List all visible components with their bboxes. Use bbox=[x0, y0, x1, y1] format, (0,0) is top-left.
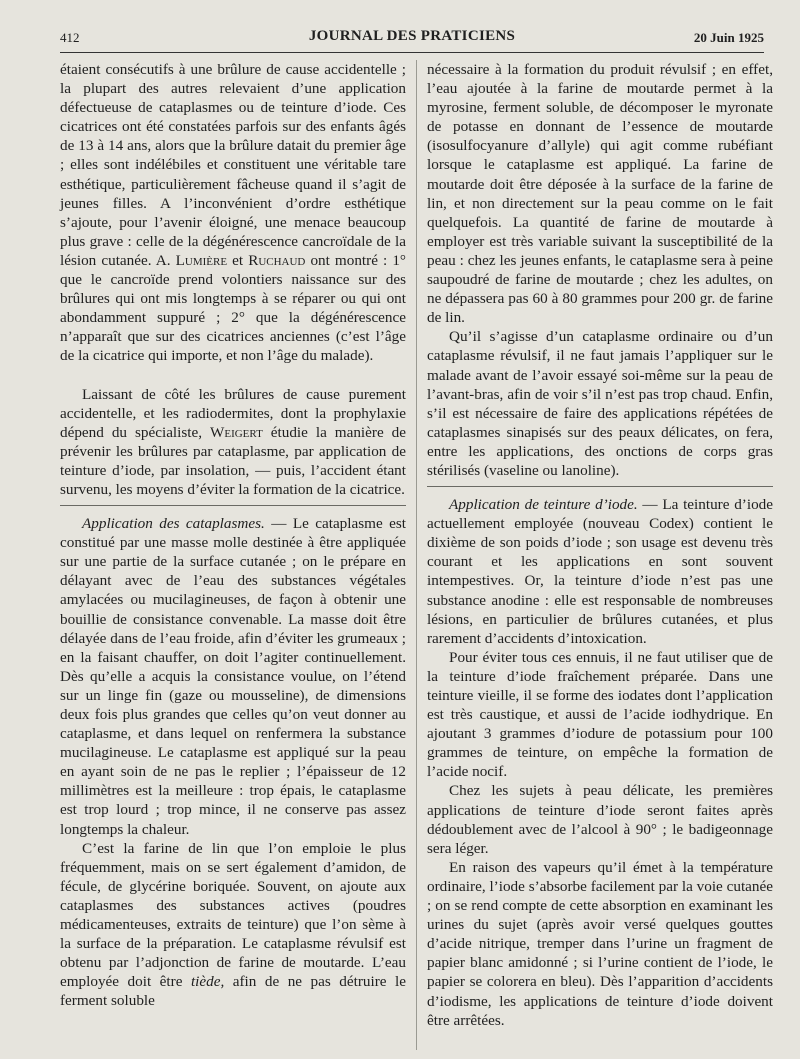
author-name: Weigert bbox=[210, 423, 263, 441]
left-column bbox=[60, 60, 406, 1011]
right-column bbox=[427, 60, 773, 1030]
paragraph: Laissant de côté les brûlures de cause purement accidentelle, et les radiodermites, dont la prophylaxie dépend du spécialiste, Weigert étudie la manière de prévenir les brûlures par cataplasme, par application de teinture d’iode, par insolation, — puis, l’accident étant survenu, les moyens d’éviter la formation de la cicatrice. bbox=[60, 385, 406, 498]
paragraph: nécessaire à la formation du produit révulsif ; en effet, l’eau ajoutée à la farine de moutarde permet à la myrosine, ferment soluble, de décomposer le myronate de potasse en donnant de l’essence de moutarde (isosulfocyanure d’allyle) qui agit comme rubéfiant lorsque le cataplasme est appliqué. La farine de moutarde doit être déposée à la surface de la farine de lin, et non directement sur la peau comme on le fait quelquefois. La quantité de farine de moutarde à employer est très variable suivant la susceptibilité de la peau : chez les jeunes enfants, le cataplasme sera à peine saupoudré de farine de moutarde ; chez les adultes, on ne dépassera pas 60 à 80 grammes pour 200 gr. de farine de lin. bbox=[427, 61, 773, 327]
author-name: Ruchaud bbox=[248, 251, 306, 269]
page-header bbox=[60, 24, 764, 53]
issue-date: 20 Juin 1925 bbox=[693, 30, 764, 45]
journal-title: JOURNAL DES PRATICIENS bbox=[308, 28, 516, 44]
section-heading: Application des cataplasmes. bbox=[82, 515, 265, 533]
section-heading: Application de teinture d’iode. bbox=[449, 496, 638, 514]
paragraph: Application de teinture d’iode. — La teinture d’iode actuellement employée (nouveau Codex) contient le dixième de son poids d’iode ; son usage est devenu très courant et les applications en sont souvent intempestives. Or, la teinture d’iode n’est pas une substance anodine : elle est responsable de nombreuses lésions, en particulier de brûlures cutanées, et plus rarement d’accidents d’intoxication. bbox=[427, 496, 773, 647]
section-divider bbox=[60, 505, 406, 506]
column-divider bbox=[416, 60, 417, 1050]
paragraph: C’est la farine de lin que l’on emploie le plus fréquemment, mais on se sert également d’amidon, de fécule, de glycérine boriquée. Souvent, on ajoute aux cataplasmes des substances actives (poudres médicamenteuses, extraits de teinture) que l’on sème à la surface de la préparation. Le cataplasme révulsif est obtenu par l’adjonction de farine de moutarde. L’eau employée doit être tiède, afin de ne pas détruire le ferment soluble bbox=[60, 839, 406, 1010]
paragraph: Qu’il s’agisse d’un cataplasme ordinaire ou d’un cataplasme révulsif, il ne faut jamais l’appliquer sur le malade avant de l’avoir essayé soi-même sur la peau de l’avant-bras, afin de voir s’il n’est pas trop chaud. Enfin, s’il est nécessaire de faire des applications répétées de cataplasmes sinapisés sur des peaux délicates, on fera, entre les applications, des onctions de corps gras stérilisés (vaseline ou lanoline). bbox=[427, 328, 773, 479]
paragraph: Application des cataplasmes. — Le cataplasme est constitué par une masse molle destinée à être appliquée sur une partie de la surface cutanée ; on le prépare en délayant avec de l’eau des substances végétales amylacées ou mucilagineuses, de façon à obtenir une bouillie de consistance convenable. La masse doit être délayée dans de l’eau froide, afin d’éviter les grumeaux ; en la faisant chauffer, on doit l’agiter continuellement. Dès qu’elle a acquis la consistance voulue, on l’étend sur un linge fin (gaze ou mousseline), de dimensions deux fois plus grandes que celles qu’on veut donner au cataplasme, et dans lequel on renfermera la substance mucilagineuse. Le cataplasme est appliqué sur la peau en ayant soin de ne pas le replier ; l’épaisseur de 12 millimètres est la meilleure : trop épais, le cataplasme est trop lourd ; trop mince, il ne conserve pas assez longtemps la chaleur. bbox=[60, 515, 406, 838]
paragraph: Pour éviter tous ces ennuis, il ne faut utiliser que de la teinture d’iode fraîchement préparée. Dans une teinture vieille, il se forme des iodates dont l’application est très caustique, et aussi de l’acide iodhydrique. En ajoutant 3 grammes d’iodure de potassium pour 100 grammes de teinture, on empêche la formation de l’acide nocif. bbox=[427, 648, 773, 781]
paragraph: En raison des vapeurs qu’il émet à la température ordinaire, l’iode s’absorbe facilement par la voie cutanée ; on se rend compte de cette absorption en examinant les urines du sujet (après avoir versé quelques gouttes d’acide nitrique, tremper dans l’urine un fragment de papier blanc amidonné ; si l’urine contient de l’iode, le papier se colorera en bleu). Dès l’apparition d’accidents d’iodisme, les applications de teinture d’iode doivent être arrêtées. bbox=[427, 858, 773, 1029]
paragraph: Chez les sujets à peau délicate, les premières applications de teinture d’iode seront faites après dédoublement avec de l’alcool à 90° ; le badigeonnage sera léger. bbox=[427, 782, 773, 857]
page-number: 412 bbox=[60, 30, 80, 45]
section-divider bbox=[427, 486, 773, 487]
author-name: Lumière bbox=[175, 251, 228, 269]
paragraph: étaient consécutifs à une brûlure de cause accidentelle ; la plupart des autres relevaient d’une application défectueuse de cataplasmes ou de teinture d’iode. Ces cicatrices ont été constatées parfois sur des enfants âgés de 13 à 14 ans, alors que la brûlure datait du premier âge ; elles sont indélébiles et constituent une véritable tare esthétique, particulièrement fâcheuse quand il s’agit de jeunes filles. A l’inconvénient d’ordre esthétique s’ajoute, pour l’avenir éloigné, une menace beaucoup plus grave : celle de la dégénérescence cancroïdale de la lésion cutanée. A. Lumière et Ruchaud ont montré : 1° que le cancroïde prend volontiers naissance sur des brûlures qui ont mis longtemps à se réparer ou qui ont abondamment suppuré ; 2° que la dégénérescence n’apparaît que sur des cicatrices anciennes (c’est l’âge de la cicatrice qui importe, et non l’âge du malade). bbox=[60, 61, 406, 365]
